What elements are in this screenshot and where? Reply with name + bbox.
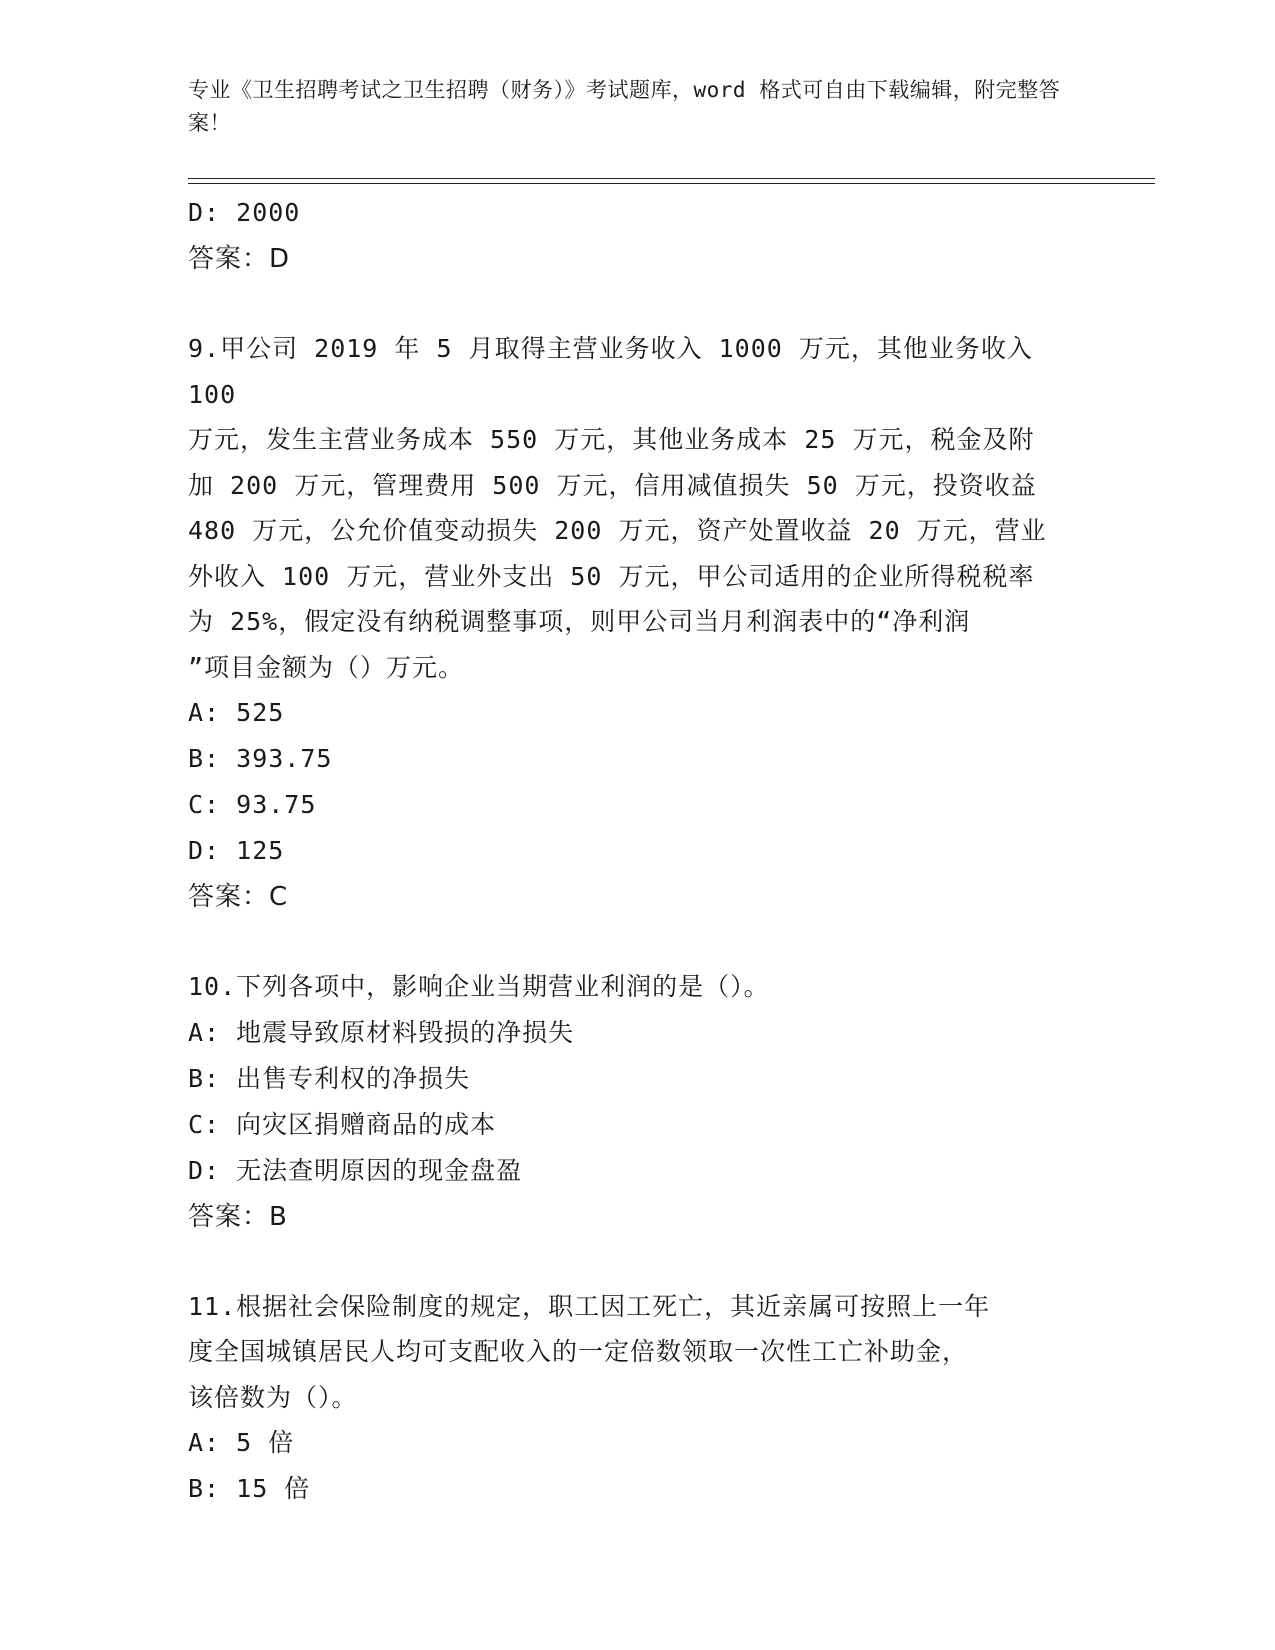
question-11 (188, 1284, 1088, 1513)
option-d: D: 2000 (188, 198, 301, 227)
answer-label: 答案：C (188, 882, 289, 912)
question-line: 加 200 万元，管理费用 500 万元，信用减值损失 50 万元，投资收益 (188, 470, 1037, 500)
option-d: D: 无法查明原因的现金盘盈 (188, 1155, 523, 1185)
question-line: 万元，发生主营业务成本 550 万元，其他业务成本 25 万元，税金及附 (188, 425, 1035, 454)
question-9 (188, 326, 1088, 920)
question-content (188, 190, 1088, 1512)
document-header (188, 74, 1068, 140)
header-divider-bottom (188, 183, 1155, 184)
header-text: 专业《卫生招聘考试之卫生招聘（财务）》考试题库，word 格式可自由下载编辑，附完整答案！ (188, 78, 1061, 135)
question-9-text (188, 326, 1088, 690)
question-line: 为 25%，假定没有纳税调整事项，则甲公司当月利润表中的“净利润 (188, 607, 971, 636)
option-a: A: 5 倍 (188, 1428, 295, 1457)
answer-label: 答案：D (188, 244, 291, 274)
option-b: B: 出售专利权的净损失 (188, 1063, 471, 1093)
answer-label: 答案：B (188, 1201, 288, 1232)
option-b: B: 15 倍 (188, 1474, 311, 1503)
question-10-text (188, 964, 1088, 1010)
question-line: 9.甲公司 2019 年 5 月取得主营业务收入 1000 万元，其他业务收入 100 (188, 334, 1033, 409)
question-line: 外收入 100 万元，营业外支出 50 万元，甲公司适用的企业所得税税率 (188, 561, 1035, 591)
question-10 (188, 964, 1088, 1240)
option-a: A: 地震导致原材料毁损的净损失 (188, 1017, 575, 1047)
option-d: D: 125 (188, 836, 285, 865)
option-c: C: 向灾区捐赠商品的成本 (188, 1109, 497, 1139)
header-divider-top (188, 178, 1155, 179)
question-line: 10.下列各项中，影响企业当期营业利润的是（）。 (188, 972, 770, 1001)
option-b: B: 393.75 (188, 744, 333, 773)
option-c: C: 93.75 (188, 790, 317, 819)
option-a: A: 525 (188, 698, 285, 727)
question-line: 480 万元，公允价值变动损失 200 万元，资产处置收益 20 万元，营业 (188, 516, 1047, 545)
question-line: 11.根据社会保险制度的规定，职工因工死亡，其近亲属可按照上一年 (188, 1291, 991, 1321)
question-line: 该倍数为（）。 (188, 1382, 358, 1412)
question-11-text (188, 1284, 1088, 1421)
previous-question-tail (188, 190, 1088, 282)
question-line: 度全国城镇居民人均可支配收入的一定倍数领取一次性工亡补助金， (188, 1337, 969, 1366)
question-line: ”项目金额为（）万元。 (188, 652, 465, 682)
